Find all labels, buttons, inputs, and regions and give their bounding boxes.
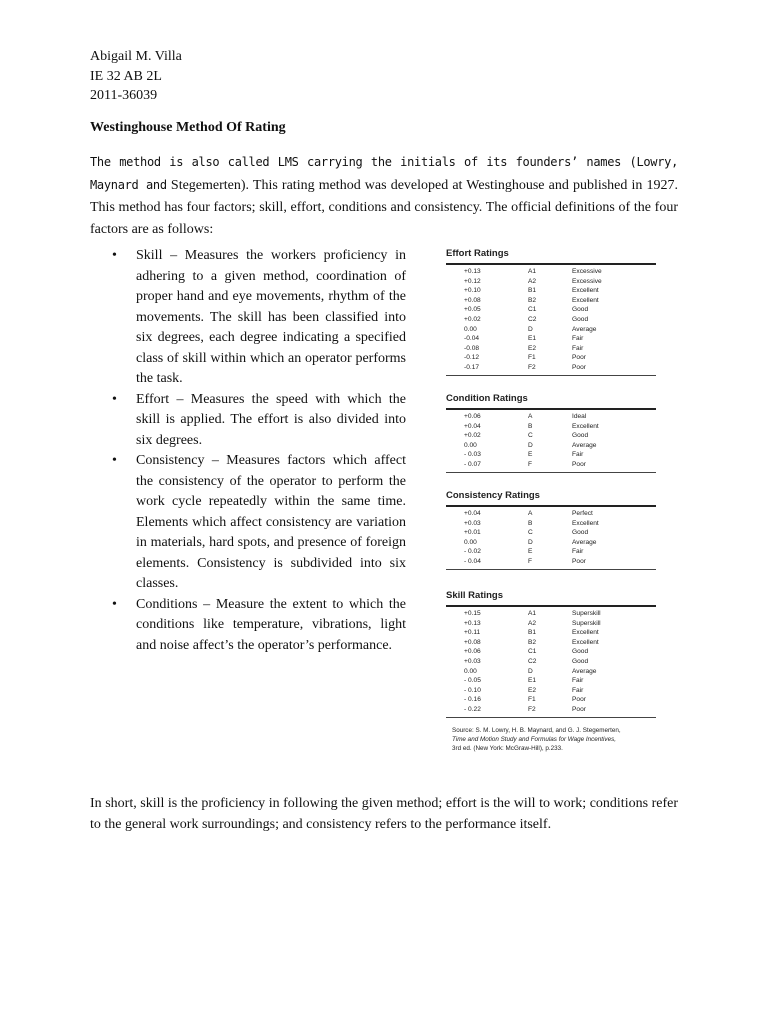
rating-label: Good bbox=[572, 657, 589, 665]
rating-label: Excellent bbox=[572, 287, 599, 295]
factor-skill-text: Skill – Measures the workers proficiency in adhering to a given method, coordination of proper hand and eye movements, rhythm of the movements. The skill has been classified into six degrees, each degree indicating a specified class of skill within which an operator performs the task. bbox=[136, 248, 406, 386]
rating-label: Excellent bbox=[572, 638, 599, 646]
rating-class: B1 bbox=[528, 287, 537, 295]
rating-value: +0.12 bbox=[464, 277, 481, 285]
table-bottom-rule bbox=[446, 472, 656, 473]
rating-label: Fair bbox=[572, 335, 584, 343]
rating-class: F bbox=[528, 460, 533, 468]
rating-value: +0.11 bbox=[464, 629, 481, 637]
table-row bbox=[446, 657, 656, 667]
rating-class: B bbox=[528, 519, 533, 527]
rating-class: F2 bbox=[528, 363, 536, 371]
intro-text-part2: Stegemerten). This rating method was developed at Westinghouse and published in 1927. This method has four factors; skill, effort, conditions and consistency. The official definitions of the four factors are as follows: bbox=[90, 178, 679, 237]
rating-label: Poor bbox=[572, 460, 586, 468]
table-title: Consistency Ratings bbox=[446, 490, 540, 501]
rating-label: Average bbox=[572, 538, 597, 546]
author-header bbox=[90, 47, 182, 106]
rating-class: A1 bbox=[528, 610, 537, 617]
table-row bbox=[446, 363, 656, 373]
student-number: 2011-36039 bbox=[90, 88, 158, 103]
table-row bbox=[446, 528, 656, 538]
table-row bbox=[446, 628, 656, 638]
rating-class: A1 bbox=[528, 268, 537, 275]
rating-class: B bbox=[528, 422, 533, 430]
table-bottom-rule bbox=[446, 569, 656, 570]
intro-text-part1: The method is also called LMS carrying the initials of its founders’ names (Lowry, Maynard and bbox=[90, 155, 678, 192]
rating-value: - 0.07 bbox=[464, 460, 481, 468]
rating-value: +0.08 bbox=[464, 296, 481, 304]
rating-class: C1 bbox=[528, 648, 537, 656]
factor-conditions-text: Conditions – Measure the extent to which the conditions like temperature, vibrations, light and noise affect’s the operator’s performance. bbox=[136, 596, 406, 653]
rating-label: Poor bbox=[572, 354, 586, 362]
table-bottom-rule bbox=[446, 375, 656, 376]
rating-class: B2 bbox=[528, 638, 537, 646]
table-row bbox=[446, 647, 656, 657]
rating-value: -0.08 bbox=[464, 344, 480, 352]
table-row bbox=[446, 315, 656, 325]
rating-label: Excellent bbox=[572, 629, 599, 637]
factor-list bbox=[112, 246, 406, 656]
rating-class: B1 bbox=[528, 629, 537, 637]
table-row bbox=[446, 538, 656, 548]
rating-label: Perfect bbox=[572, 510, 593, 517]
rating-class: A bbox=[528, 413, 533, 420]
table-row bbox=[446, 547, 656, 557]
rating-value: -0.04 bbox=[464, 335, 480, 343]
table-row bbox=[446, 638, 656, 648]
rating-value: +0.08 bbox=[464, 638, 481, 646]
list-item bbox=[112, 246, 406, 390]
table-row bbox=[446, 305, 656, 315]
rating-value: 0.00 bbox=[464, 325, 477, 333]
table-row bbox=[446, 286, 656, 296]
source-line: 3rd ed. (New York: McGraw-Hill), p.233. bbox=[452, 745, 563, 753]
rating-class: A2 bbox=[528, 277, 537, 285]
table-row bbox=[446, 519, 656, 529]
table-row bbox=[446, 296, 656, 306]
table-row bbox=[446, 441, 656, 451]
bullet-icon: • bbox=[112, 453, 117, 468]
skill-ratings-table bbox=[446, 590, 656, 718]
factor-consistency-text: Consistency – Measures factors which affect the consistency of the operator to perform the work cycle repeatedly within the same time. Elements which affect consistency are variation in materials, hard spots, and presence of foreign elements. Consistency is subdivided into six classes. bbox=[136, 453, 406, 591]
rating-value: +0.04 bbox=[464, 422, 481, 430]
source-line: Time and Motion Study and Formulas for Wage Incentives, bbox=[452, 736, 616, 744]
table-rows bbox=[446, 265, 656, 373]
rating-label: Good bbox=[572, 432, 589, 440]
rating-label: Good bbox=[572, 306, 589, 314]
table-title: Condition Ratings bbox=[446, 393, 528, 404]
rating-label: Average bbox=[572, 325, 597, 333]
table-row bbox=[446, 557, 656, 567]
rating-class: F1 bbox=[528, 696, 536, 704]
rating-label: Average bbox=[572, 441, 597, 449]
table-row bbox=[446, 412, 656, 422]
table-row bbox=[446, 667, 656, 677]
list-item bbox=[112, 451, 406, 595]
rating-label: Poor bbox=[572, 363, 586, 371]
rating-value: 0.00 bbox=[464, 538, 477, 546]
rating-label: Superskill bbox=[572, 610, 601, 617]
table-row bbox=[446, 334, 656, 344]
rating-label: Good bbox=[572, 648, 589, 656]
rating-label: Excessive bbox=[572, 277, 602, 285]
table-bottom-rule bbox=[446, 717, 656, 718]
author-name: Abigail M. Villa bbox=[90, 49, 182, 64]
rating-class: E1 bbox=[528, 335, 537, 343]
rating-value: +0.01 bbox=[464, 529, 481, 537]
table-rows bbox=[446, 607, 656, 715]
rating-label: Fair bbox=[572, 548, 584, 556]
table-row bbox=[446, 431, 656, 441]
table-row bbox=[446, 267, 656, 277]
rating-class: F bbox=[528, 557, 533, 565]
rating-label: Average bbox=[572, 667, 597, 675]
rating-value: +0.02 bbox=[464, 315, 481, 323]
rating-class: E bbox=[528, 548, 533, 556]
rating-label: Good bbox=[572, 529, 589, 537]
rating-label: Fair bbox=[572, 686, 584, 694]
rating-class: C2 bbox=[528, 315, 537, 323]
rating-label: Poor bbox=[572, 557, 586, 565]
rating-label: Poor bbox=[572, 696, 586, 704]
table-rows bbox=[446, 410, 656, 470]
rating-value: - 0.03 bbox=[464, 451, 481, 459]
rating-value: +0.03 bbox=[464, 657, 481, 665]
rating-value: +0.05 bbox=[464, 306, 481, 314]
consistency-ratings-table bbox=[446, 490, 656, 570]
table-row bbox=[446, 460, 656, 470]
rating-label: Excellent bbox=[572, 519, 599, 527]
list-item bbox=[112, 390, 406, 452]
rating-value: +0.13 bbox=[464, 619, 481, 627]
rating-class: B2 bbox=[528, 296, 537, 304]
table-row bbox=[446, 325, 656, 335]
rating-value: -0.17 bbox=[464, 363, 480, 371]
table-row bbox=[446, 676, 656, 686]
factor-effort-text: Effort – Measures the speed with which the skill is applied. The effort is also divided into six degrees. bbox=[136, 391, 406, 448]
rating-class: E2 bbox=[528, 344, 537, 352]
rating-class: D bbox=[528, 325, 533, 333]
rating-label: Excessive bbox=[572, 268, 602, 275]
table-row bbox=[446, 686, 656, 696]
table-row bbox=[446, 422, 656, 432]
bullet-icon: • bbox=[112, 248, 117, 263]
rating-label: Excellent bbox=[572, 296, 599, 304]
rating-value: 0.00 bbox=[464, 667, 477, 675]
course-section: IE 32 AB 2L bbox=[90, 68, 162, 84]
rating-value: - 0.22 bbox=[464, 705, 481, 713]
source-line: Source: S. M. Lowry, H. B. Maynard, and G. J. Stegemerten, bbox=[452, 727, 621, 734]
bullet-icon: • bbox=[112, 391, 117, 407]
rating-value: +0.02 bbox=[464, 432, 481, 440]
rating-class: C bbox=[528, 432, 533, 440]
rating-value: - 0.04 bbox=[464, 557, 481, 565]
rating-value: - 0.02 bbox=[464, 548, 481, 556]
rating-class: D bbox=[528, 667, 533, 675]
rating-value: -0.12 bbox=[464, 354, 480, 362]
rating-class: E2 bbox=[528, 686, 537, 694]
rating-label: Fair bbox=[572, 677, 584, 685]
rating-class: C1 bbox=[528, 306, 537, 314]
document-title: Westinghouse Method Of Rating bbox=[90, 120, 286, 135]
table-row bbox=[446, 353, 656, 363]
rating-class: C2 bbox=[528, 657, 537, 665]
rating-class: F2 bbox=[528, 705, 536, 713]
rating-class: F1 bbox=[528, 354, 536, 362]
table-row bbox=[446, 609, 656, 619]
rating-value: +0.13 bbox=[464, 268, 481, 275]
list-item bbox=[112, 595, 406, 657]
rating-value: - 0.10 bbox=[464, 686, 481, 694]
rating-value: +0.06 bbox=[464, 648, 481, 656]
rating-value: - 0.05 bbox=[464, 677, 481, 685]
conclusion-paragraph: In short, skill is the proficiency in following the given method; effort is the will to work; conditions refer to the general work surroundings; and consistency refers to the performance itself. bbox=[90, 796, 678, 832]
rating-value: +0.15 bbox=[464, 610, 481, 617]
rating-class: D bbox=[528, 441, 533, 449]
rating-value: +0.06 bbox=[464, 413, 481, 420]
rating-value: 0.00 bbox=[464, 441, 477, 449]
rating-label: Superskill bbox=[572, 619, 601, 627]
rating-label: Poor bbox=[572, 705, 586, 713]
intro-paragraph bbox=[90, 151, 678, 241]
rating-class: C bbox=[528, 529, 533, 537]
table-row bbox=[446, 509, 656, 519]
source-citation bbox=[452, 726, 662, 754]
table-row bbox=[446, 619, 656, 629]
rating-value: +0.04 bbox=[464, 510, 481, 517]
table-row bbox=[446, 450, 656, 460]
rating-label: Fair bbox=[572, 451, 584, 459]
bullet-icon: • bbox=[112, 596, 117, 612]
rating-value: +0.10 bbox=[464, 287, 481, 295]
effort-ratings-table bbox=[446, 248, 656, 376]
rating-class: D bbox=[528, 538, 533, 546]
table-row bbox=[446, 277, 656, 287]
rating-class: E bbox=[528, 451, 533, 459]
rating-class: A bbox=[528, 510, 533, 517]
table-rows bbox=[446, 507, 656, 567]
rating-label: Fair bbox=[572, 344, 584, 352]
table-title: Skill Ratings bbox=[446, 590, 504, 601]
rating-label: Good bbox=[572, 315, 589, 323]
rating-label: Ideal bbox=[572, 413, 587, 420]
table-row bbox=[446, 344, 656, 354]
rating-class: E1 bbox=[528, 677, 537, 685]
table-row bbox=[446, 695, 656, 705]
condition-ratings-table bbox=[446, 393, 656, 473]
rating-value: +0.03 bbox=[464, 519, 481, 527]
rating-value: - 0.16 bbox=[464, 696, 481, 704]
rating-class: A2 bbox=[528, 619, 537, 627]
rating-label: Excellent bbox=[572, 422, 599, 430]
table-title: Effort Ratings bbox=[446, 248, 509, 259]
table-row bbox=[446, 705, 656, 715]
